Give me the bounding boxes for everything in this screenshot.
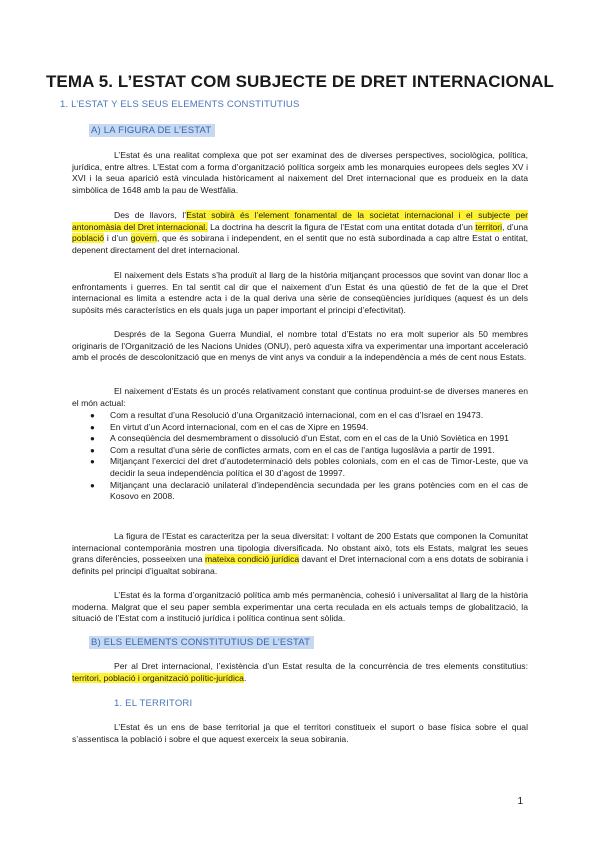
subsection-heading-b: B) ELS ELEMENTS CONSTITUTIUS DE L’ESTAT — [89, 636, 314, 649]
highlight-elements: territori, població i organització polític-jurídica — [72, 672, 244, 683]
bullet-list — [72, 410, 528, 503]
paragraph-8: Per al Dret internacional, l’existència d’un Estat resulta de la concurrència de tres elements constitutius: territori, població i organització polític-jurídica. — [72, 661, 528, 683]
bullet-icon: ● — [90, 434, 95, 444]
paragraph-3: El naixement dels Estats s’ha produït al llarg de la història mitjançant processos que sovint van donar lloc a enfrontaments i guerres. En tal sentit cal dir que el naixement d’un Estat és una qüestió de fet de la que el Dret internacional es limita a estendre acta i de la qual deriva una sèrie de conseqüències jurídiques (aquest és un dels supòsits més característics en els quals juga un paper important el principi d’efectivitat). — [72, 270, 528, 315]
bullet-icon: ● — [90, 422, 95, 432]
page-title: TEMA 5. L’ESTAT COM SUBJECTE DE DRET INTERNACIONAL — [45, 72, 555, 91]
highlight-poblacio: població — [72, 233, 105, 244]
subsection-heading-a: A) LA FIGURA DE L’ESTAT — [89, 124, 215, 137]
bullet-icon: ● — [90, 480, 95, 490]
highlight-territori: territori — [475, 221, 503, 232]
highlight-condicio-juridica: mateixa condició jurídica — [204, 554, 300, 565]
paragraph-7: L’Estat és la forma d’organització política amb més permanència, cohesió i universalitat al llarg de la història moderna. Malgrat que el seu paper sembla experimentar una certa reculada en els actuals temps de globalització, la situació de l’Estat com a institució jurídica i política continua sent sòlida. — [72, 590, 528, 624]
list-item: ● En virtut d’un Acord internacional, com en el cas de Xipre en 19594. — [90, 421, 369, 432]
paragraph-9: L’Estat és un ens de base territorial ja que el territori constitueix el suport o base física sobre el qual s’assentisca la població i sobre el que aquest exerceix la seua sobirania. — [72, 722, 528, 744]
subheading-territori: 1. EL TERRITORI — [114, 698, 193, 709]
paragraph-1: L’Estat és una realitat complexa que pot ser examinat des de diverses perspectives, sociològica, política, jurídica, entre altres. L’Estat com a forma d’organització política sorgeix amb les monarquies europees dels segles XV i XVI i la seua aparició està vinculada històricament al naixement del Dret internacional que es produeix en la data simbòlica de 1648 amb la pau de Westfàlia. — [72, 150, 528, 195]
highlight-estat-sobira: Estat sobirà és l’element fonamental de la societat internacional i el subjecte per antonomàsia del Dret internacional. — [72, 210, 528, 232]
page-number: 1 — [517, 796, 523, 807]
paragraph-5: El naixement d’Estats és un procés relativament constant que continua produint-se de diverses maneres en el món actual: — [72, 386, 528, 408]
highlight-govern: govern — [130, 233, 157, 244]
paragraph-4: Després de la Segona Guerra Mundial, el nombre total d’Estats no era molt superior als 50 membres originaris de l’Organització de les Nacions Unides (ONU), però aquesta xifra va experimentar una important acceleració amb el procés de descolonització que en menys de vint anys va conduir a la independència a més de cent nous Estats. — [72, 329, 528, 363]
paragraph-2: Des de llavors, l’Estat sobirà és l’element fonamental de la societat internacional i el subjecte per antonomàsia del Dret internacional. La doctrina ha descrit la figura de l’Estat com una entitat dotada d’un territori, d’una població i d’un govern, que és sobirana i independent, en el sentit que no està subordinada a cap altre Estat o entitat, depenent directament del dret internacional. — [72, 210, 528, 255]
list-item: ● Mitjançant una declaració unilateral d’independència secundada per les grans potències com en el cas de Kosovo en 2008. — [90, 479, 528, 502]
section-heading: 1. L’ESTAT Y ELS SEUS ELEMENTS CONSTITUTIUS — [60, 99, 300, 110]
bullet-icon: ● — [90, 411, 95, 420]
bullet-icon: ● — [90, 457, 95, 467]
list-item: ● Mitjançant l’exercici del dret d’autodeterminació dels pobles colonials, com en el cas de Timor-Leste, que va decidir la seua independència política el 30 d’agost de 19997. — [90, 456, 528, 478]
list-item: ● Com a resultat d’una sèrie de conflictes armats, com en el cas de l’antiga Iugoslàvia a partir de 1991. — [90, 444, 495, 455]
list-item: ● Com a resultat d’una Resolució d’una Organització internacional, com en el cas d’Israel en 19473. — [90, 410, 484, 420]
paragraph-6: La figura de l’Estat es caracteritza per la seua diversitat: I voltant de 200 Estats que componen la Comunitat internacional contemporània mostren una tipologia diversificada. No obstant això, tots els Estats, malgrat les seues grans diferències, posseeixen una mateixa condició jurídica davant el Dret internacional com a ens dotats de sobirania i definits pel principi d’igualtat sobirana. — [72, 531, 528, 576]
bullet-icon: ● — [90, 445, 95, 455]
list-item: ● A conseqüència del desmembrament o dissolució d’un Estat, com en el cas de la Unió Soviètica en 1991 — [90, 433, 509, 444]
